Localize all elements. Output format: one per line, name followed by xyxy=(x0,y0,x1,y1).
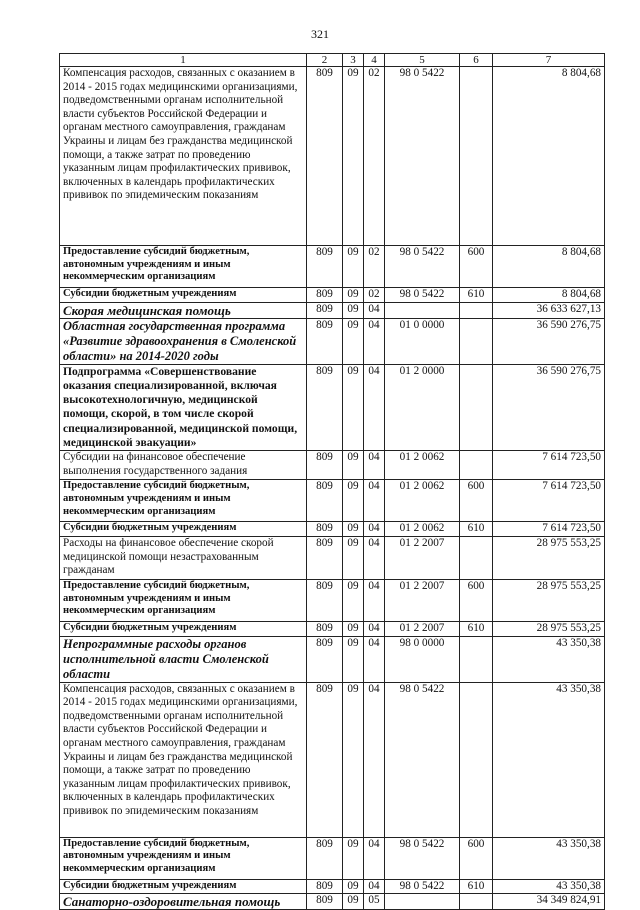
row-amount: 28 975 553,25 xyxy=(493,621,605,636)
row-section-code: 09 xyxy=(343,318,364,364)
page-number: 321 xyxy=(311,27,329,41)
row-amount: 43 350,38 xyxy=(493,682,605,837)
row-target-article: 98 0 5422 xyxy=(385,837,460,879)
header-row xyxy=(60,54,605,67)
table-row xyxy=(60,837,605,879)
row-expense-type: 610 xyxy=(460,288,493,303)
row-target-article: 01 2 0000 xyxy=(385,364,460,451)
row-admin-code: 809 xyxy=(307,636,343,682)
row-subsection-code: 04 xyxy=(364,451,385,480)
row-target-article: 01 2 2007 xyxy=(385,621,460,636)
row-expense-type xyxy=(460,67,493,246)
row-section-code: 09 xyxy=(343,536,364,579)
row-expense-type: 600 xyxy=(460,246,493,288)
table-row xyxy=(60,894,605,910)
row-subsection-code: 04 xyxy=(364,579,385,621)
row-amount: 36 590 276,75 xyxy=(493,364,605,451)
row-admin-code: 809 xyxy=(307,579,343,621)
row-section-code: 09 xyxy=(343,246,364,288)
row-admin-code: 809 xyxy=(307,302,343,318)
row-subsection-code: 05 xyxy=(364,894,385,910)
row-expense-type xyxy=(460,682,493,837)
header-col-4: 4 xyxy=(364,54,385,67)
row-expense-type: 600 xyxy=(460,579,493,621)
table-row xyxy=(60,480,605,522)
row-admin-code: 809 xyxy=(307,246,343,288)
row-expense-type xyxy=(460,451,493,480)
row-name-cell: Компенсация расходов, связанных с оказанием в 2014 - 2015 годах медицинскими организациями, подведомственными органам исполнительной власти субъектов Российской Федерации и органам местного самоуправления, гражданам Украины и лицам без гражданства медицинской помощи, а также затрат по проведению указанным лицам профилактических прививок, включенных в календарь профилактических прививок по эпидемическим показаниям xyxy=(60,67,307,246)
row-admin-code: 809 xyxy=(307,364,343,451)
row-amount: 7 614 723,50 xyxy=(493,522,605,537)
row-target-article xyxy=(385,302,460,318)
row-admin-code: 809 xyxy=(307,536,343,579)
row-section-code: 09 xyxy=(343,636,364,682)
row-section-code: 09 xyxy=(343,579,364,621)
row-name-cell: Субсидии бюджетным учреждениям xyxy=(60,879,307,894)
row-name-cell: Предоставление субсидий бюджетным, автономным учреждениям и иным некоммерческим организациям xyxy=(60,480,307,522)
row-admin-code: 809 xyxy=(307,451,343,480)
header-col-7: 7 xyxy=(493,54,605,67)
row-target-article: 01 2 2007 xyxy=(385,579,460,621)
header-col-2: 2 xyxy=(307,54,343,67)
row-name-cell: Подпрограмма «Совершенствование оказания специализированной, включая высокотехнологичную, медицинской помощи, скорой, в том числе скорой специализированной, медицинской помощи, медицинской эвакуации» xyxy=(60,364,307,451)
row-name-cell: Субсидии бюджетным учреждениям xyxy=(60,288,307,303)
row-amount: 34 349 824,91 xyxy=(493,894,605,910)
row-expense-type: 600 xyxy=(460,837,493,879)
row-target-article: 01 2 0062 xyxy=(385,522,460,537)
budget-table xyxy=(59,53,605,910)
row-amount: 8 804,68 xyxy=(493,246,605,288)
table-row xyxy=(60,288,605,303)
header-col-5: 5 xyxy=(385,54,460,67)
row-expense-type: 610 xyxy=(460,522,493,537)
row-name-cell: Расходы на финансовое обеспечение скорой медицинской помощи незастрахованным гражданам xyxy=(60,536,307,579)
row-amount: 43 350,38 xyxy=(493,837,605,879)
row-subsection-code: 04 xyxy=(364,636,385,682)
row-subsection-code: 04 xyxy=(364,480,385,522)
row-subsection-code: 04 xyxy=(364,318,385,364)
row-admin-code: 809 xyxy=(307,480,343,522)
row-subsection-code: 04 xyxy=(364,536,385,579)
table-row xyxy=(60,879,605,894)
row-expense-type xyxy=(460,318,493,364)
row-amount: 7 614 723,50 xyxy=(493,451,605,480)
row-name-cell: Субсидии бюджетным учреждениям xyxy=(60,522,307,537)
row-section-code: 09 xyxy=(343,451,364,480)
row-admin-code: 809 xyxy=(307,621,343,636)
row-expense-type xyxy=(460,536,493,579)
row-admin-code: 809 xyxy=(307,837,343,879)
row-name-cell: Санаторно-оздоровительная помощь xyxy=(60,894,307,910)
table-row xyxy=(60,318,605,364)
row-target-article: 98 0 0000 xyxy=(385,636,460,682)
row-section-code: 09 xyxy=(343,879,364,894)
row-section-code: 09 xyxy=(343,302,364,318)
row-amount: 8 804,68 xyxy=(493,288,605,303)
row-subsection-code: 02 xyxy=(364,67,385,246)
row-name-cell: Предоставление субсидий бюджетным, автономным учреждениям и иным некоммерческим организациям xyxy=(60,579,307,621)
row-target-article: 98 0 5422 xyxy=(385,246,460,288)
table-row xyxy=(60,522,605,537)
row-target-article: 01 2 2007 xyxy=(385,536,460,579)
row-subsection-code: 04 xyxy=(364,621,385,636)
row-name-cell: Субсидии на финансовое обеспечение выполнения государственного задания xyxy=(60,451,307,480)
row-admin-code: 809 xyxy=(307,682,343,837)
row-subsection-code: 04 xyxy=(364,879,385,894)
row-admin-code: 809 xyxy=(307,522,343,537)
row-section-code: 09 xyxy=(343,837,364,879)
table-row xyxy=(60,246,605,288)
header-col-6: 6 xyxy=(460,54,493,67)
row-subsection-code: 04 xyxy=(364,522,385,537)
header-col-3: 3 xyxy=(343,54,364,67)
table-row xyxy=(60,536,605,579)
row-target-article: 01 2 0062 xyxy=(385,480,460,522)
row-name-cell: Скорая медицинская помощь xyxy=(60,302,307,318)
row-section-code: 09 xyxy=(343,288,364,303)
table-row xyxy=(60,302,605,318)
table-row xyxy=(60,682,605,837)
row-admin-code: 809 xyxy=(307,894,343,910)
row-expense-type xyxy=(460,302,493,318)
row-expense-type xyxy=(460,636,493,682)
table-row xyxy=(60,451,605,480)
row-target-article: 98 0 5422 xyxy=(385,67,460,246)
table-row xyxy=(60,364,605,451)
row-name-cell: Субсидии бюджетным учреждениям xyxy=(60,621,307,636)
row-admin-code: 809 xyxy=(307,288,343,303)
row-subsection-code: 04 xyxy=(364,682,385,837)
row-expense-type: 600 xyxy=(460,480,493,522)
row-name-cell: Предоставление субсидий бюджетным, автономным учреждениям и иным некоммерческим организациям xyxy=(60,246,307,288)
row-name-cell: Компенсация расходов, связанных с оказанием в 2014 - 2015 годах медицинскими организациями, подведомственными органам исполнительной власти субъектов Российской Федерации и органам местного самоуправления, гражданам Украины и лицам без гражданства медицинской помощи, а также затрат по проведению указанным лицам профилактических прививок, включенных в календарь профилактических прививок по эпидемическим показаниям xyxy=(60,682,307,837)
row-section-code: 09 xyxy=(343,894,364,910)
row-amount: 28 975 553,25 xyxy=(493,536,605,579)
row-target-article: 01 2 0062 xyxy=(385,451,460,480)
row-amount: 7 614 723,50 xyxy=(493,480,605,522)
table-row xyxy=(60,621,605,636)
row-section-code: 09 xyxy=(343,67,364,246)
row-target-article: 98 0 5422 xyxy=(385,288,460,303)
row-admin-code: 809 xyxy=(307,67,343,246)
row-subsection-code: 04 xyxy=(364,837,385,879)
row-expense-type xyxy=(460,894,493,910)
row-subsection-code: 04 xyxy=(364,302,385,318)
row-expense-type: 610 xyxy=(460,879,493,894)
row-amount: 8 804,68 xyxy=(493,67,605,246)
row-amount: 36 633 627,13 xyxy=(493,302,605,318)
row-expense-type xyxy=(460,364,493,451)
row-section-code: 09 xyxy=(343,522,364,537)
row-name-cell: Областная государственная программа «Развитие здравоохранения в Смоленской области» на 2014-2020 годы xyxy=(60,318,307,364)
row-section-code: 09 xyxy=(343,480,364,522)
row-amount: 36 590 276,75 xyxy=(493,318,605,364)
row-target-article: 01 0 0000 xyxy=(385,318,460,364)
row-amount: 28 975 553,25 xyxy=(493,579,605,621)
row-name-cell: Непрограммные расходы органов исполнительной власти Смоленской области xyxy=(60,636,307,682)
table-row xyxy=(60,636,605,682)
row-amount: 43 350,38 xyxy=(493,636,605,682)
row-name-cell: Предоставление субсидий бюджетным, автономным учреждениям и иным некоммерческим организациям xyxy=(60,837,307,879)
row-section-code: 09 xyxy=(343,682,364,837)
row-subsection-code: 02 xyxy=(364,288,385,303)
row-expense-type: 610 xyxy=(460,621,493,636)
row-target-article: 98 0 5422 xyxy=(385,879,460,894)
row-target-article xyxy=(385,894,460,910)
row-target-article: 98 0 5422 xyxy=(385,682,460,837)
table-body xyxy=(60,67,605,910)
header-col-1: 1 xyxy=(60,54,307,67)
row-admin-code: 809 xyxy=(307,318,343,364)
row-subsection-code: 02 xyxy=(364,246,385,288)
row-amount: 43 350,38 xyxy=(493,879,605,894)
row-section-code: 09 xyxy=(343,364,364,451)
row-subsection-code: 04 xyxy=(364,364,385,451)
row-admin-code: 809 xyxy=(307,879,343,894)
table-row xyxy=(60,67,605,246)
row-section-code: 09 xyxy=(343,621,364,636)
table-row xyxy=(60,579,605,621)
